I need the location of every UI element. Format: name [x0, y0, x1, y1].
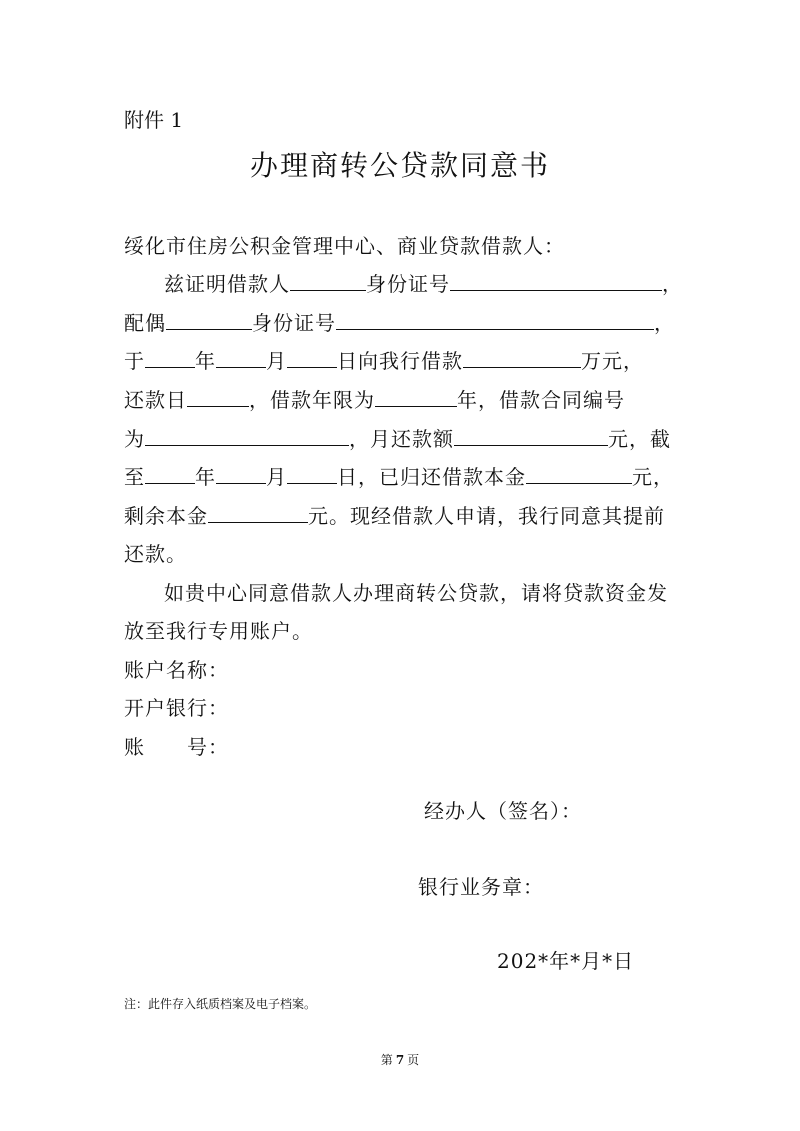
- loan-amount-blank[interactable]: [463, 345, 581, 368]
- paragraph-2-line-2: 放至我行专用账户。: [124, 619, 313, 643]
- opening-bank-label: 开户银行：: [124, 696, 229, 720]
- account-number-label: 账 号：: [124, 735, 229, 759]
- cutoff-year-blank[interactable]: [145, 461, 195, 484]
- body-line-2: 配偶 身份证号 ，: [124, 307, 675, 336]
- remaining-principal-blank[interactable]: [208, 500, 308, 523]
- page-number: 第 7 页: [380, 1053, 420, 1067]
- body-line-4: 还款日 ，借款年限为 年，借款合同编号: [124, 384, 625, 413]
- monthly-payment-blank[interactable]: [454, 423, 608, 446]
- cutoff-month-blank[interactable]: [216, 461, 266, 484]
- borrower-name-blank[interactable]: [290, 268, 366, 291]
- paragraph-2-line-1: 如贵中心同意借款人办理商转公贷款，请将贷款资金发: [164, 581, 668, 605]
- document-title: 办理商转公贷款同意书: [249, 149, 550, 182]
- loan-month-blank[interactable]: [216, 345, 266, 368]
- account-name-label: 账户名称：: [124, 658, 229, 682]
- body-line-1: 兹证明借款人 身份证号 ，: [164, 268, 683, 297]
- signature-date: 202*年*月*日: [497, 949, 635, 973]
- borrower-id-blank[interactable]: [450, 268, 662, 291]
- attachment-label: 附件 1: [124, 108, 184, 132]
- handler-signature-label: 经办人（签名）：: [424, 799, 582, 823]
- repayment-day-blank[interactable]: [187, 384, 249, 407]
- bank-seal-label: 银行业务章：: [418, 875, 544, 899]
- contract-number-blank[interactable]: [145, 423, 349, 446]
- loan-term-blank[interactable]: [375, 384, 457, 407]
- spouse-id-blank[interactable]: [336, 307, 654, 330]
- body-line-5: 为 ，月还款额 元，截: [124, 423, 671, 452]
- loan-day-blank[interactable]: [287, 345, 337, 368]
- body-line-3: 于 年 月 日向我行借款 万元，: [124, 345, 644, 374]
- loan-year-blank[interactable]: [145, 345, 195, 368]
- repaid-principal-blank[interactable]: [526, 461, 632, 484]
- body-line-6: 至 年 月 日，已归还借款本金 元，: [124, 461, 674, 490]
- cutoff-day-blank[interactable]: [287, 461, 337, 484]
- footnote: 注：此件存入纸质档案及电子档案。: [124, 997, 317, 1011]
- spouse-name-blank[interactable]: [166, 307, 252, 330]
- body-line-7: 剩余本金 元。现经借款人申请，我行同意其提前: [124, 500, 665, 529]
- addressee: 绥化市住房公积金管理中心、商业贷款借款人：: [124, 234, 565, 258]
- body-line-8: 还款。: [124, 542, 187, 566]
